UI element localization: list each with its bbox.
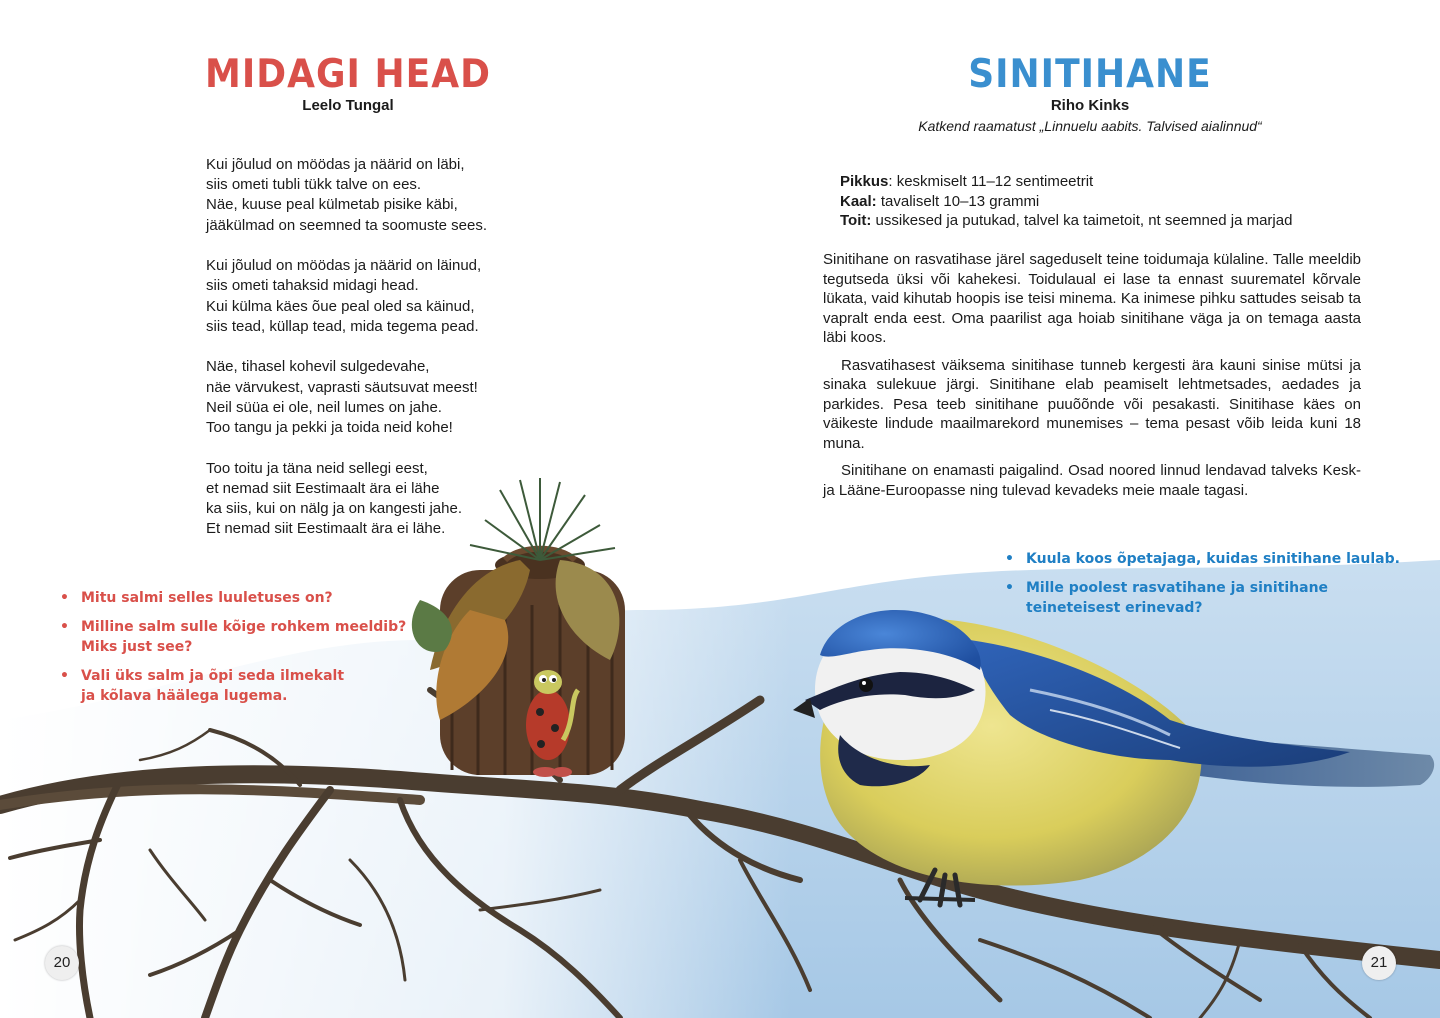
- poem-line: Too tangu ja pekki ja toida neid kohe!: [206, 419, 453, 437]
- poem-line: siis tead, küllap tead, mida tegema pead.: [206, 317, 479, 335]
- poem-line: Kui külma käes õue peal oled sa käinud,: [206, 297, 475, 315]
- poem-line: Kui jõulud on möödas ja näärid on läinud,: [206, 257, 482, 275]
- poem-line: Kui jõulud on möödas ja näärid on läbi,: [206, 156, 465, 173]
- poem-line: et nemad siit Eestimaalt ära ei lähe: [206, 479, 440, 497]
- question-item: • Kuula koos õpetajaga, kuidas sinitihane laulab.: [1003, 549, 1403, 569]
- article-author: Riho Kinks: [1050, 97, 1130, 114]
- poem-body: [206, 155, 526, 560]
- article-paragraph: Sinitihane on rasvatihase järel sageduselt teine toidumaja külaline. Talle meeldib tegutseda üksi või kahekesi. Toidulaual ei lase ta ennast suurematel kõrvale lükata, vaid kihutab hoopis ise teisi minema. Ka inimese pihku sattudes seisab ta vapralt enda eest. Oma paarilist aga hoiab sinitihane väga ja on temaga aasta läbi koos.: [823, 251, 1361, 346]
- page-number-left: 20: [45, 946, 79, 980]
- poem-line: siis ometi tubli tükk talve on ees.: [206, 176, 422, 194]
- fact-weight: Kaal: tavaliselt 10–13 grammi: [840, 192, 1040, 210]
- poem-stanza-3: [206, 357, 526, 438]
- poem-title: MIDAGI HEAD: [205, 52, 491, 97]
- article-body: [823, 250, 1361, 508]
- poem-stanza-1: [206, 155, 526, 236]
- question-item: • Vali üks salm ja õpi seda ilmekalt ja kõlava häälega lugema.: [58, 666, 418, 706]
- poem-line: Näe, kuuse peal külmetab pisike käbi,: [206, 196, 458, 214]
- poem-line: Neil süüa ei ole, neil lumes on jahe.: [206, 398, 442, 416]
- fact-food: Toit: ussikesed ja putukad, talvel ka taimetoit, nt seemned ja marjad: [840, 212, 1293, 229]
- article-paragraph: Sinitihane on enamasti paigalind. Osad noored linnud lendavad talveks Kesk- ja Lääne-Euroopasse ning tulevad kevadeks meie maale tagasi.: [823, 462, 1361, 499]
- poem-questions: [58, 588, 418, 715]
- poem-author: Leelo Tungal: [302, 97, 394, 114]
- poem-line: ka siis, kui on nälg ja on kangesti jahe.: [206, 500, 462, 518]
- article-source: Katkend raamatust „Linnuelu aabits. Talvised aialinnud“: [918, 118, 1262, 134]
- poem-line: näe värvukest, vaprasti säutsuvat meest!: [206, 378, 478, 396]
- question-item: • Mitu salmi selles luuletuses on?: [58, 588, 418, 608]
- question-item: • Mille poolest rasvatihane ja sinitihane teineteisest erinevad?: [1003, 578, 1403, 618]
- poem-line: Näe, tihasel kohevil sulgedevahe,: [206, 358, 430, 376]
- poem-stanza-4: [206, 459, 526, 540]
- poem-line: siis ometi tahaksid midagi head.: [206, 277, 419, 295]
- poem-line: Too toitu ja täna neid sellegi eest,: [206, 459, 428, 477]
- article-paragraph: Rasvatihasest väiksema sinitihase tunneb kergesti ära kauni sinise mütsi ja sinaka sulekuue järgi. Sinitihane elab peamiselt lehtmetsades, aedades ja parkides. Pesa teeb sinitihane puuõõnde või pesakasti. Sinitihase käes on väikeste lindude maailmarekord munemises – tema pesast võib leida kuni 18 muna.: [823, 356, 1361, 452]
- poem-line: jääkülmad on seemned ta soomuste sees.: [206, 216, 487, 234]
- poem-line: Et nemad siit Eestimaalt ära ei lähe.: [206, 520, 446, 538]
- article-title: SINITIHANE: [968, 52, 1212, 97]
- page-number-right: 21: [1362, 946, 1396, 980]
- fact-length: Pikkus: keskmiselt 11–12 sentimeetrit: [840, 173, 1094, 190]
- article-questions: [1003, 549, 1403, 627]
- bird-facts: [840, 172, 1292, 231]
- poem-stanza-2: [206, 256, 526, 337]
- question-item: • Milline salm sulle kõige rohkem meeldib? Miks just see?: [58, 617, 418, 657]
